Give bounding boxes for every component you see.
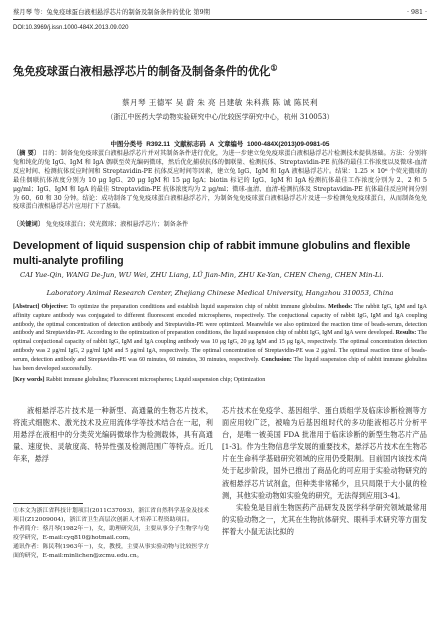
abstract-english xyxy=(13,303,427,373)
conclusion-text: The liquid suspension chip of rabbit immune globulins has been developed successfully. xyxy=(13,356,427,372)
footnotes xyxy=(13,507,213,562)
title-chinese-text: 兔免疫球蛋白液相悬浮芯片的制备及制备条件的优化 xyxy=(13,66,271,78)
conclusion-label: Conclusion: xyxy=(261,356,292,363)
footnote-corresponding: 通讯作者：陈民利(1963年－)，女，教授，主要从事实验动物与比较医学方面的研究，E-mail:minlichen@zcmu.edu.cn。 xyxy=(13,544,210,559)
results-label: Results: xyxy=(395,330,417,337)
body-column-left xyxy=(13,405,213,465)
authors-chinese: 蔡月琴 王德军 吴 蔚 朱 亮 吕建敏 朱科燕 陈 诚 陈民利 xyxy=(121,98,318,107)
body-column-right xyxy=(222,405,427,538)
objective-label: Objective: xyxy=(41,304,69,310)
running-head xyxy=(13,6,427,20)
keywords-chinese-label: 〔关键词〕 xyxy=(13,221,44,228)
keywords-english-text: Rabbit immune globulins; Fluorescent microspheres; Liquid suspension chip; Optimization xyxy=(46,377,266,383)
page-number: · 981 · xyxy=(406,9,427,16)
keywords-english-label: [Key words] xyxy=(13,377,45,383)
objective-text: To optimize the preparation conditions and establish liquid suspension chip of rabbit immune globulins. xyxy=(69,304,327,310)
title-english: Development of liquid suspension chip of rabbit immune globulins and flexible multi-analyte profiling xyxy=(13,240,411,267)
keywords-chinese xyxy=(13,220,427,229)
affiliation-chinese: （浙江中医药大学动物实验研究中心/比较医学研究中心，杭州 310053） xyxy=(106,113,334,121)
authors-english: CAI Yue-Qin, WANG De-Jun, WU Wei, ZHU Liang, LÜ Jian-Min, ZHU Ke-Yan, CHEN Cheng, CHEN Min-Li. xyxy=(20,271,384,279)
doi-line[interactable]: DOI:10.3969/j.issn.1000-484X.2013.09.020 xyxy=(13,25,129,31)
abstract-chinese-text: 目的：制备兔免疫球蛋白液相悬浮芯片并对其制备条件进行优化，为进一步建立兔免疫球蛋白液相悬浮芯片检测技术提供基础。方法：分别将兔和纯化的兔 IgG、IgM 和 IgA 偶联至荧光编码微球，然后优化捕获抗体的偶联量、检测抗体、Streptavidin-PE 抗体的最佳工作浓度以及微球-血清反应时间、检测抗体反应时间和 Streptavidin-PE 抗体反应时间等因素，建立兔 IgG、IgM 和 IgA 液相悬浮芯片。结果：1.25 × 10⁶ 个荧光微球的最佳偶联抗体浓度分别为 10 μg IgG、20 μg IgM 和 15 μg IgA；biotin 标记的 IgG、IgM 和 IgA 检测抗体最佳工作浓度分别为 2、2 和 5 μg/ml；IgG、IgM 和 IgA 的最佳 Streptavidin-PE 抗体浓度均为 2 μg/ml；微球-血清、血清-检测抗体及 Streptavidin-PE 抗体最佳反应时间分别为 60、60 和 30 分钟。结论：成功制备了兔免疫球蛋白液相悬浮芯片，为制备兔免疫球蛋白液相悬浮芯片及进一步检测兔免疫球蛋白，从而制备兔免疫球蛋白液相悬浮芯片应用打下了基础。 xyxy=(13,150,428,211)
footnote-funding: ①本文为浙江省科技计划项目(2011C37093)，浙江省自然科学基金及技术项目(Z12009004)，浙江省卫生高层次创新人才培养工程资助项目。 xyxy=(13,508,209,523)
results-text: The optimal conjuctional capacity of rabbit IgG, IgM and IgA coupling antibody was 10 μg IgG, 20 μg IgM and 15 μg IgA, respectively. The optimal concentration detection antibody was 2 μg/ml IgG, 2 μg/ml IgM and 5 μg/ml IgA, respectively. The optimal concentration of Streptavidin-PE was 2 μg/ml. The optimal reaction time of beads-serum, detection antibody and Streptavidin-PE was 60 minutes, 60 minutes, 30 minutes, respectively. xyxy=(13,330,427,363)
methods-text: The rabbit IgG, IgM and IgA affinity capture antibody was conjugated to different fluorescent encoded microspheres, respectively. The conjuctional capacity of rabbit IgG, IgM and IgA coupling antibody, the optimal concentration of detection antibody and Streptavidin-PE were optimized. Meanwhile we also optimized the reaction time of beads-serum, detection antibody and Streptavidin-PE. According to the optimization of preparation conditions, the liquid suspension chip of rabbit IgG, IgM and IgA were developed. xyxy=(13,304,427,337)
classification-line: 中图分类号 R392.11 文献标志码 A 文章编号 1000-484X(2013)09-0981-05 xyxy=(110,141,330,148)
body-paragraph: 液相悬浮芯片技术是一种新型、高通量的生物芯片技术，将流式细胞术、激光技术及应用流体学等技术结合在一起，利用悬浮在液相中的分类荧光编码微球作为检测载体，具有高通量、速度快、灵敏度高、特异性强及检测范围广等特点。近几年来，悬浮 xyxy=(13,406,213,464)
body-paragraph: 芯片技术在免疫学、基因组学、蛋白质组学及临床诊断检测等方面应用较广泛，被喻为后基因组时代的多功能液相芯片分析平台，是唯一被美国 FDA 批准用于临床诊断的新型生物芯片产品[1-3]。作为生物信息学发展的重要技术，悬浮芯片技术在生物芯片在生命科学基础研究领域的应用仍受限制。目前国内该技术尚处于起步阶段，国外已推出了商品化的可应用于实验动物研究的液相悬浮芯片试剂盒，但种类非常稀少，且只局限于大小鼠的检测，其他实验动物如实验兔的研究，无法得到应用[3-4]。 xyxy=(222,406,427,500)
keywords-chinese-text: 兔免疫球蛋白；荧光微球；液相悬浮芯片；制备条件 xyxy=(45,221,189,228)
keywords-english xyxy=(13,376,427,385)
affiliation-english: Laboratory Animal Research Center, Zhejiang Chinese Medical University, Hangzhou 310053, China xyxy=(46,289,394,297)
abstract-english-label: [Abstract] xyxy=(13,304,40,310)
methods-label: Methods: xyxy=(328,304,353,310)
body-paragraph: 实验兔是目前生物医药产品研发及医学科学研究领域最常用的实验动物之一，尤其在生物抗体研究、眼科手术研究等方面发挥着大小鼠无法比拟的 xyxy=(222,502,427,536)
running-head-left: 蔡月琴 等：兔免疫球蛋白液相悬浮芯片的制备及制备条件的优化 第9期 xyxy=(13,9,210,16)
footnote-divider xyxy=(13,503,83,504)
title-chinese xyxy=(13,63,427,79)
abstract-chinese-label: 〔摘 要〕 xyxy=(13,150,41,157)
footnote-author: 作者简介：蔡月琴(1982年－)，女，助理研究员，主要从事分子生物学与免疫学研究，E-mail:cyq810@hotmail.com。 xyxy=(13,526,210,541)
title-footnote-mark: ① xyxy=(270,63,278,73)
abstract-chinese xyxy=(13,150,427,212)
